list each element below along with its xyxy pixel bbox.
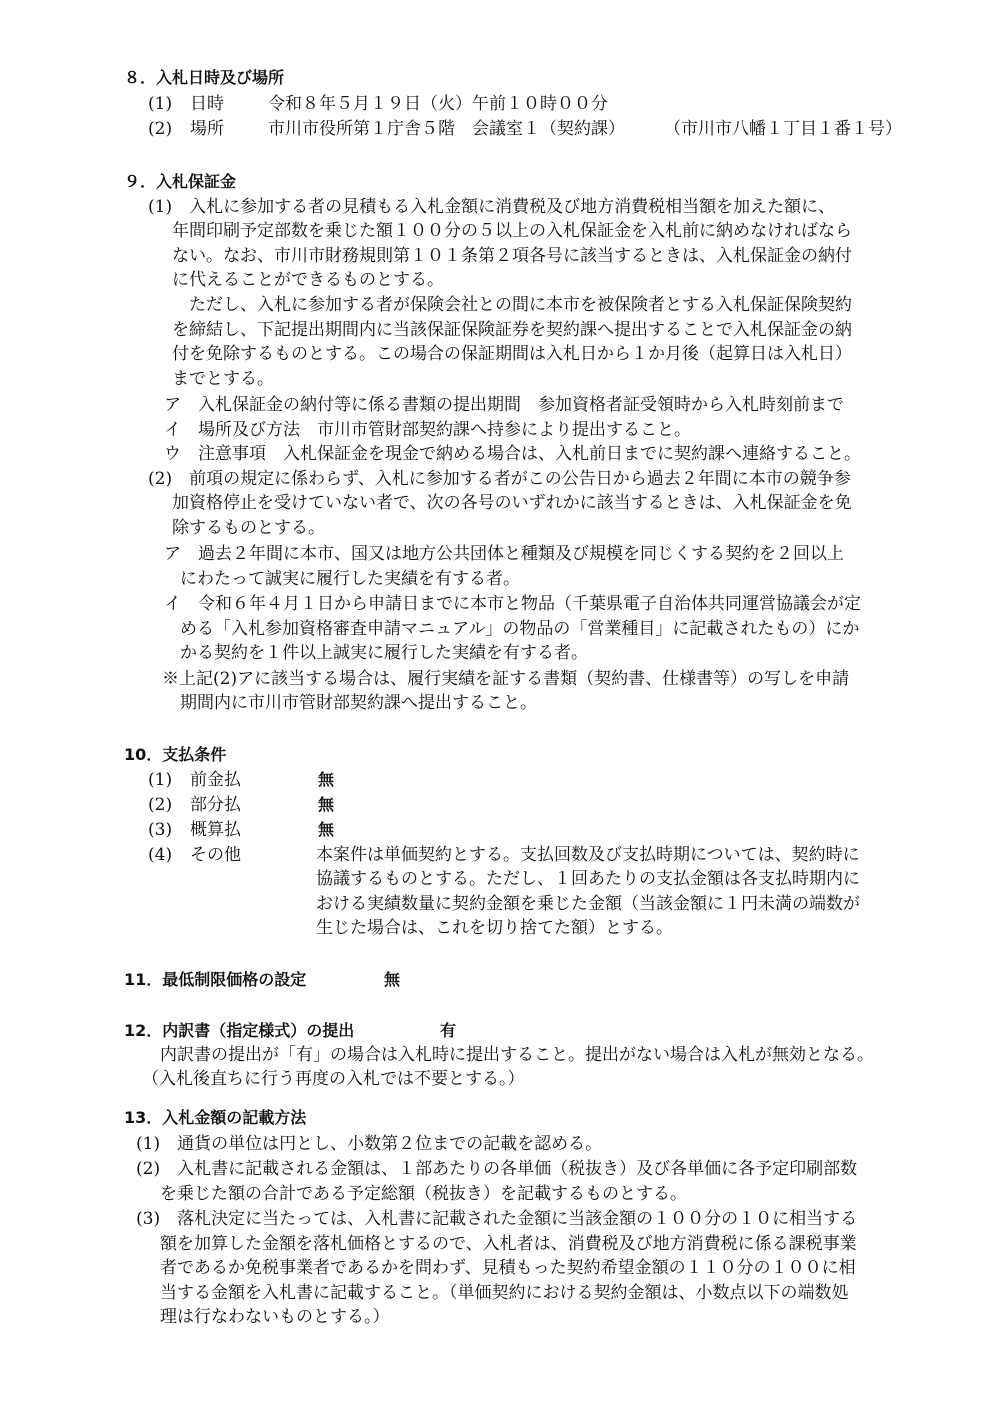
s12-line: 内訳書の提出が「有」の場合は入札時に提出すること。提出がない場合は入札が無効となる。	[160, 1045, 874, 1065]
s10-item-value: 無	[318, 795, 335, 814]
s11-value: 無	[384, 970, 401, 989]
s10-item-label: 部分払	[190, 795, 241, 815]
s13-p2-line: (2) 入札書に記載される金額は、１部あたりの各単価（税抜き）及び各単価に各予定印刷部数	[136, 1159, 858, 1179]
s9-item-i: イ 場所及び方法 市川市管財部契約課へ持参により提出すること。	[164, 420, 691, 440]
s9-p1-line: 付を免除するものとする。この場合の保証期間は入札日から１か月後（起算日は入札日）	[172, 344, 852, 364]
s10-item-no: (2)	[148, 795, 173, 815]
s10-other-line: おける実績数量に契約金額を乗じた金額（当該金額に１円未満の端数が	[316, 894, 860, 914]
section-10-title: 10．支払条件	[124, 745, 227, 764]
section-11-title: 11．最低制限価格の設定	[124, 970, 307, 989]
section-9-title: ９．入札保証金	[124, 172, 237, 191]
s10-other-line: 生じた場合は、これを切り捨てた額）とする。	[316, 918, 673, 938]
section-12-title: 12．内訳書（指定様式）の提出	[124, 1021, 355, 1040]
s10-other-line: 本案件は単価契約とする。支払回数及び支払時期については、契約時に	[316, 845, 860, 865]
s9-p1-line: (1) 入札に参加する者の見積もる入札金額に消費税及び地方消費税相当額を加えた額に、	[148, 197, 836, 217]
s10-item-no: (4)	[148, 845, 173, 865]
s13-p3-line: 理は行なわないものとする。）	[160, 1307, 390, 1327]
s9-p2i-line: かる契約を１件以上誠実に履行した実績を有する者。	[180, 643, 588, 663]
s9-p2-line: 加資格停止を受けていない者で、次の各号のいずれかに該当するときは、入札保証金を免	[172, 493, 852, 513]
s13-p2-line: を乗じた額の合計である予定総額（税抜き）を記載するものとする。	[160, 1184, 687, 1204]
s13-p3-line: 当する金額を入札書に記載すること。（単価契約における契約金額は、小数点以下の端数処	[160, 1283, 849, 1303]
s13-p3-line: (3) 落札決定に当たっては、入札書に記載された金額に当該金額の１００分の１０に相当する	[136, 1209, 858, 1229]
s9-p1-line: に代えることができるものとする。	[172, 270, 444, 290]
s13-p3-line: 額を加算した金額を落札価格とするので、入札者は、消費税及び地方消費税に係る課税事業	[160, 1234, 857, 1254]
s9-p1-line: ただし、入札に参加する者が保険会社との間に本市を被保険者とする入札保証保険契約	[172, 295, 852, 315]
section-8-title: ８．入札日時及び場所	[124, 68, 285, 87]
s9-p1-line: ない。なお、市川市財務規則第１０１条第２項各号に該当するときは、入札保証金の納付	[172, 246, 852, 266]
s9-p2i-line: イ 令和６年４月１日から申請日までに本市と物品（千葉県電子自治体共同運営協議会が定	[164, 594, 861, 614]
s13-p3-line: 者であるか免税事業者であるかを問わず、見積もった契約希望金額の１１０分の１００に相	[160, 1258, 856, 1278]
s8-item-value: 令和８年５月１９日（火）午前１０時００分	[268, 94, 608, 114]
s10-item-no: (1)	[148, 770, 173, 790]
s9-p1-line: までとする。	[172, 369, 274, 389]
s9-note-line: ※上記(2)アに該当する場合は、履行実績を証する書類（契約書、仕様書等）の写しを申請	[162, 669, 850, 689]
s12-value: 有	[440, 1021, 457, 1040]
section-13-title: 13．入札金額の記載方法	[124, 1108, 307, 1127]
s9-item-a: ア 入札保証金の納付等に係る書類の提出期間 参加資格者証受領時から入札時刻前まで	[164, 395, 844, 415]
s9-p2-line: (2) 前項の規定に係わらず、入札に参加する者がこの公告日から過去２年間に本市の競争参	[148, 469, 851, 489]
s9-item-u: ウ 注意事項 入札保証金を現金で納める場合は、入札前日までに契約課へ連絡すること。	[164, 444, 861, 464]
s9-p2i-line: める「入札参加資格審査申請マニュアル」の物品の「営業種目」に記載されたもの）にか	[180, 619, 860, 639]
s10-item-value: 無	[318, 820, 335, 839]
s10-item-label: その他	[190, 845, 241, 865]
s10-other-line: 協議するものとする。ただし、１回あたりの支払金額は各支払時期内に	[316, 869, 860, 889]
s8-item-no: (2)	[148, 119, 173, 139]
s10-item-label: 前金払	[190, 770, 241, 790]
s13-p1: (1) 通貨の単位は円とし、小数第２位までの記載を認める。	[136, 1134, 603, 1154]
s8-item-no: (1)	[148, 94, 173, 114]
s10-item-label: 概算払	[190, 820, 241, 840]
s12-line: （入札後直ちに行う再度の入札では不要とする。）	[142, 1069, 525, 1089]
s9-note-line: 期間内に市川市管財部契約課へ提出すること。	[180, 693, 537, 713]
s8-item-label: 場所	[190, 119, 224, 139]
s9-p2a-line: にわたって誠実に履行した実績を有する者。	[180, 569, 520, 589]
s9-p2-line: 除するものとする。	[172, 518, 325, 538]
s9-p1-line: を締結し、下記提出期間内に当該保証保険証券を契約課へ提出することで入札保証金の納	[172, 320, 852, 340]
s10-item-no: (3)	[148, 820, 173, 840]
s9-p1-line: 年間印刷予定部数を乗じた額１００分の５以上の入札保証金を入札前に納めなければなら	[172, 221, 852, 241]
s8-item-value: 市川市役所第１庁舎５階 会議室１（契約課）	[268, 119, 625, 139]
s8-item-label: 日時	[190, 94, 224, 114]
s10-item-value: 無	[318, 770, 335, 789]
s8-address: （市川市八幡１丁目１番１号）	[664, 119, 902, 139]
s9-p2a-line: ア 過去２年間に本市、国又は地方公共団体と種類及び規模を同じくする契約を２回以上	[164, 544, 844, 564]
